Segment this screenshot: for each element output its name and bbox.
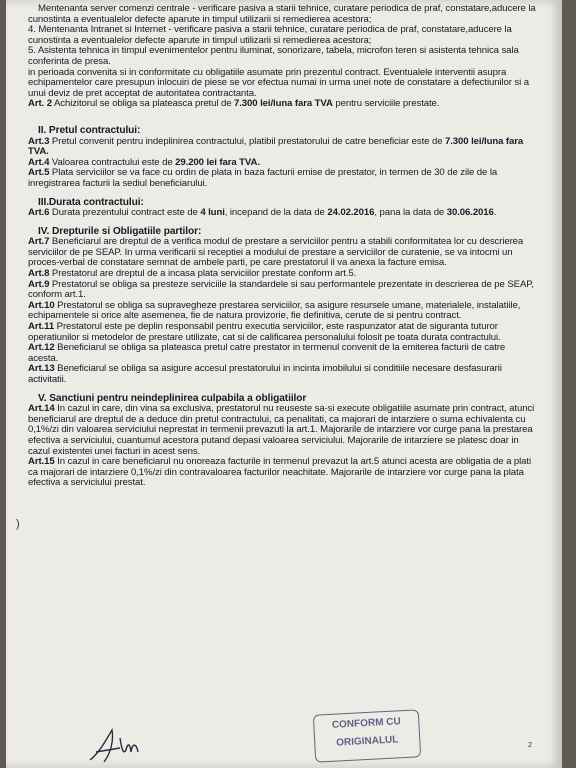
article-2-post: pentru serviciile prestate. — [332, 98, 440, 110]
article-13-text: Beneficiarul se obliga sa asigure accesul prestatorului in incinta imobilului si conditiile necesare desfasurarii activitatii. — [28, 363, 502, 385]
article-6-start-date: 24.02.2016 — [327, 207, 375, 219]
section-iv-heading: IV. Drepturile si Obligatiile partilor: — [38, 225, 202, 237]
article-2-pre: Achizitorul se obliga sa plateasca pretul de — [51, 98, 234, 110]
article-3 — [28, 137, 536, 158]
article-14-label: Art.14 — [28, 403, 55, 415]
article-11-label: Art.11 — [28, 321, 55, 333]
article-13-label: Art.13 — [28, 363, 55, 375]
article-6-label: Art.6 — [28, 207, 50, 219]
article-12 — [28, 343, 536, 364]
stamp-line-1: CONFORM CU — [331, 716, 402, 731]
article-15-text: In cazul in care beneficiarul nu onoreaza facturile in termenul prevazut la art.5 atunci acesta are obligatia de a plati ca majorari de intarziere 0,1%/zi din contravaloarea facturilor neachitate. Majorarile de intarziere vor curge pana la plata efectiva a serviciului prestat. — [28, 456, 531, 489]
handwritten-signature — [86, 722, 176, 766]
article-9 — [28, 280, 536, 301]
article-8-label: Art.8 — [28, 268, 50, 280]
article-15 — [28, 457, 536, 489]
article-14 — [28, 404, 536, 457]
article-12-label: Art.12 — [28, 342, 55, 354]
article-7-text: Beneficiarul are dreptul de a verifica modul de prestare a serviciilor pentru a stabili conformitatea lor cu descrierea serviciilor de pe SEAP. In urma verificarii si receptiei a modului de prestare a serviciilor de curatenie, se va intocmi un proces-verbal de constatare semnat de ambele parti, pe care prestatorul il va anexa la facture emisa. — [28, 236, 524, 269]
article-9-text: Prestatorul se obliga sa presteze serviciile la standardele si sau performantele prezentate in descrierea de pe SEAP, conform art.1. — [28, 278, 534, 301]
margin-mark: ) — [16, 518, 20, 530]
section-ii-heading: II. Pretul contractului: — [38, 124, 141, 136]
section-iii-heading: III.Durata contractului: — [38, 196, 144, 208]
article-2-value: 7.300 lei/luna fara TVA — [234, 98, 333, 110]
document-page — [6, 0, 562, 768]
item-4-intranet-maintenance: 4. Mentenanta Intranet si Internet - verificare pasiva a starii tehnice, curatare periodica de praf, constatare,aducere la cunostinta a eventualelor defecte aparute in timpul utilizarii si remedierea acestora; — [28, 24, 512, 46]
article-6-end: . — [493, 207, 497, 219]
article-10-text: Prestatorul se obliga sa supravegheze prestarea serviciilor, sa asigure resursele umane, materialele, instalatiile, echipamentele si orice alte asemenea, fie de natura provizorie, fie definitiva, cerute de si pentru contract. — [28, 299, 521, 322]
item-3-server-maintenance: Mentenanta server comenzi centrale - verificare pasiva a starii tehnice, curatare periodica de praf, constatare,aducere la cunostinta a eventualelor defecte aparute in timpul utilizarii si remedierea acestora; — [28, 3, 536, 25]
article-2 — [28, 99, 536, 110]
article-4-label: Art.4 — [28, 156, 50, 168]
article-11-text: Prestatorul este pe deplin responsabil pentru executia serviciilor, este raspunzator atat de siguranta tuturor operatiunilor si metodelor de prestare utilizate, cat si de calificarea personalului folosit pe toata durata contractului. — [28, 321, 501, 343]
article-10-label: Art.10 — [28, 299, 55, 311]
stamp-line-2: ORIGINALUL — [335, 734, 399, 749]
article-2-label: Art. 2 — [28, 98, 52, 110]
article-6-duration: 4 luni — [200, 207, 225, 219]
article-3-value: 7.300 lei/luna fara TVA. — [28, 135, 524, 158]
article-8-text: Prestatorul are dreptul de a incasa plata serviciilor prestate conform art.5. — [49, 268, 357, 280]
article-5-label: Art.5 — [28, 167, 50, 179]
article-6-mid: , incepand de la data de — [224, 207, 328, 219]
article-6 — [28, 208, 536, 219]
article-10 — [28, 301, 536, 322]
article-13 — [28, 364, 536, 385]
article-5 — [28, 168, 536, 189]
article-4-pre: Valoarea contractului este de — [49, 156, 176, 168]
article-12-text: Beneficiarul se obliga sa plateasca pretul catre prestator in termenul convenit de la emiterea facturii de catre acesta. — [28, 342, 506, 364]
page-number: 2 — [528, 742, 532, 749]
article-6-end-date: 30.06.2016 — [446, 207, 494, 219]
article-6-mid2: , pana la data de — [374, 207, 447, 219]
article-7-label: Art.7 — [28, 236, 50, 248]
article-3-label: Art.3 — [28, 135, 50, 147]
conformity-stamp — [313, 709, 421, 762]
article-9-label: Art.9 — [28, 278, 50, 290]
article-6-pre: Durata prezentului contract este de — [49, 207, 201, 219]
article-11 — [28, 322, 536, 343]
contract-text — [28, 4, 536, 489]
article-3-pre: Pretul convenit pentru indeplinirea contractului, platibil prestatorului de catre beneficiar este de — [49, 135, 445, 147]
article-15-label: Art.15 — [28, 456, 55, 468]
article-14-text: In cazul in care, din vina sa exclusiva, prestatorul nu reuseste sa-si execute obligatiile asumate prin contract, atunci beneficiarul are dreptul de a deduce din pretul contractului, ca penalitati, ca majorari de intarziere o suma echivalenta cu 0,1%/zi din valoarea serviciului neprestat in termenii prevazuti la art.1. Majorarile de intarziere vor curge pana la prestarea efectiva a serviciului, cuantumul acestora putand depasi valoarea serviciului. Majorarile de intarziere se platesc doar in cazul existentei unei facturi in acest sens. — [28, 403, 535, 457]
section-v-heading: V. Sanctiuni pentru neindeplinirea culpabila a obligatiilor — [38, 392, 307, 404]
article-4-value: 29.200 lei fara TVA. — [175, 156, 260, 168]
item-5-technical-assistance: 5. Asistenta tehnica in timpul evenimentelor pentru iluminat, sonorizare, tabela, microfon teren si asistenta tehnica sala conferinta de presa. — [28, 45, 519, 67]
article-5-text: Plata serviciilor se va face cu ordin de plata in baza facturii emise de prestator, in termen de 30 de zile de la inregistrarea facturii la sediul beneficiarului. — [28, 167, 498, 189]
interventions-paragraph: in perioada convenita si in conformitate cu obligatiile asumate prin prezentul contract. Eventualele interventii asupra echipamentelor care presupun inlocuiri de piese se vor efectua numai in urma unei note de constatare a defectiunilor si a unui deviz de pret acceptat de autoritatea contractanta. — [28, 66, 529, 99]
article-7 — [28, 237, 536, 269]
